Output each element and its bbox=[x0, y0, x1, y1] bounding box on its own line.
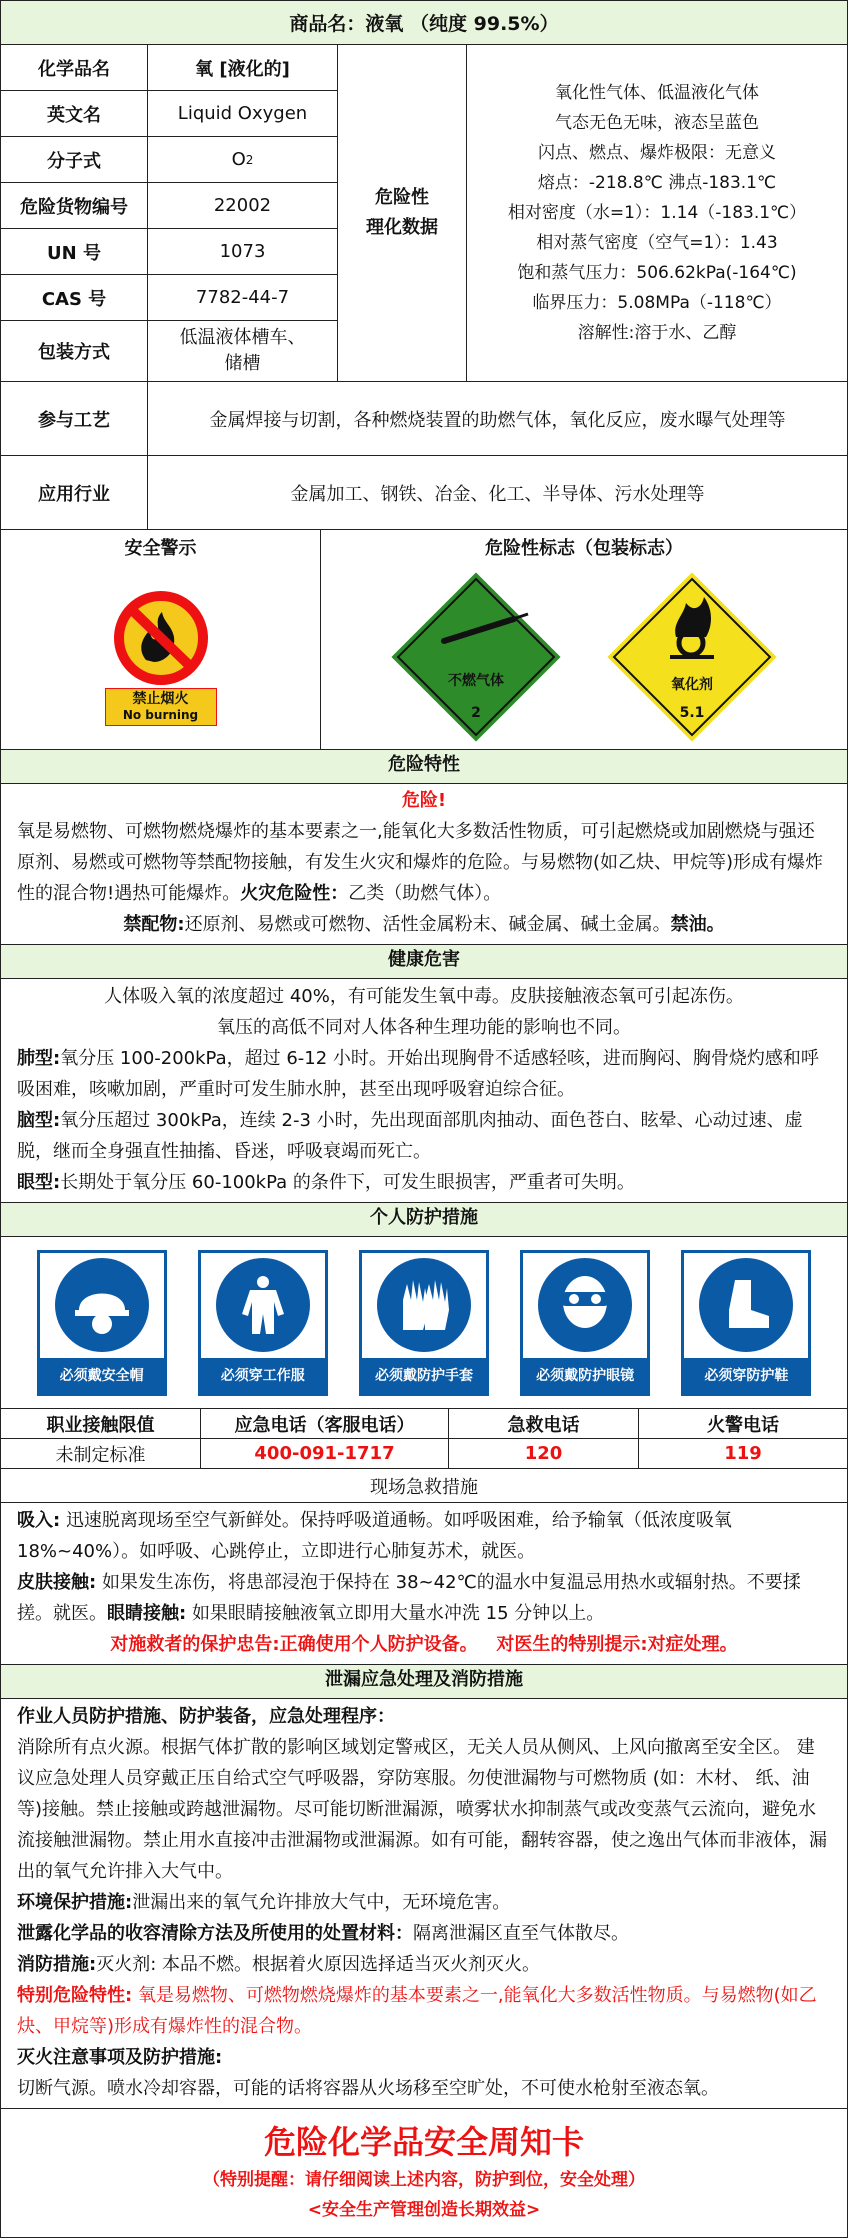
firstaid-advice: 对施救者的保护忠告:正确使用个人防护设备。 对医生的特别提示:对症处理。 bbox=[110, 1634, 738, 1655]
value-un: 1073 bbox=[219, 241, 266, 262]
phys-line: 闪点、燃点、爆炸极限：无意义 bbox=[538, 143, 776, 163]
firstaid-skin: 皮肤接触: 如果发生冻伤，将患部浸泡于保持在 38~42℃的温水中复温忌用热水或辐射热。不要揉搓。就医。眼睛接触: 如果眼睛接触液氧立即用大量水冲洗 15 分钟以上。 bbox=[17, 1572, 801, 1624]
identity-block bbox=[1, 45, 847, 382]
signs-header bbox=[1, 530, 847, 564]
spill-title: 泄漏应急处理及消防措施 bbox=[1, 1665, 847, 1699]
phys-line: 熔点：-218.8℃ 沸点-183.1℃ bbox=[537, 173, 777, 193]
exposure-limit: 未制定标准 bbox=[1, 1439, 201, 1468]
health-title: 健康危害 bbox=[1, 945, 847, 979]
workwear-icon bbox=[228, 1270, 298, 1340]
health-lung: 肺型:氧分压 100-200kPa，超过 6-12 小时。开始出现胸骨不适感轻咳，进而胸闷、胸骨烧灼感和呼吸困难，咳嗽加剧，严重时可发生肺水肿，甚至出现呼吸窘迫综合征。 bbox=[17, 1048, 819, 1100]
process-row bbox=[1, 382, 847, 456]
oxidizer-diamond bbox=[602, 567, 782, 747]
helmet-icon bbox=[67, 1270, 137, 1340]
phys-line: 气态无色无味，液态呈蓝色 bbox=[555, 113, 759, 133]
phys-label: 危险性 理化数据 bbox=[338, 45, 467, 381]
incompat-line: 禁配物:还原剂、易燃或可燃物、活性金属粉末、碱金属、碱土金属。禁油。 bbox=[123, 914, 725, 935]
health-brain: 脑型:氧分压超过 300kPa，连续 2-3 小时，先出现面部肌肉抽动、面色苍白、眩晕、心动过速、虚脱，继而全身强直性抽搐、昏迷，呼吸衰竭而死亡。 bbox=[17, 1110, 803, 1162]
label-chem-name: 化学品名 bbox=[1, 45, 148, 90]
no-fire-icon bbox=[106, 588, 216, 688]
value-cas: 7782-44-7 bbox=[195, 287, 290, 308]
emergency-phone[interactable]: 400-091-1717 bbox=[201, 1439, 449, 1468]
label-cas: CAS 号 bbox=[1, 275, 148, 320]
phys-line: 氧化性气体、低温液化气体 bbox=[555, 83, 759, 103]
firstaid-body bbox=[1, 1503, 847, 1665]
label-un: UN 号 bbox=[1, 229, 148, 274]
product-title: 商品名：液氧 （纯度 99.5%） bbox=[1, 1, 847, 45]
non-flammable-gas-diamond bbox=[386, 567, 566, 747]
industry-row bbox=[1, 456, 847, 530]
hazard-body bbox=[1, 784, 847, 945]
process-label: 参与工艺 bbox=[1, 382, 148, 455]
ppe-row bbox=[1, 1237, 847, 1409]
boots-icon bbox=[711, 1270, 781, 1340]
ppe-title: 个人防护措施 bbox=[1, 1203, 847, 1237]
hazard-para: 氧是易燃物、可燃物燃烧爆炸的基本要素之一,能氧化大多数活性物质，可引起燃烧或加剧燃烧与强还原剂、易燃或可燃物等禁配物接触，有发生火灾和爆炸的危险。与易燃物(如乙炔、甲烷等)形成有爆炸性的混合物!遇热可能爆炸。火灾危险性：乙类（助燃气体）。 bbox=[17, 821, 824, 904]
footer: 危险化学品安全周知卡 （特别提醒：请仔细阅读上述内容，防护到位，安全处理） <安全生产管理创造长期效益> bbox=[1, 2109, 847, 2237]
firstaid-inhale: 吸入: 迅速脱离现场至空气新鲜处。保持呼吸道通畅。如呼吸困难，给予输氧（低浓度吸氧 18%~40%）。如呼吸、心跳停止，立即进行心肺复苏术，就医。 bbox=[17, 1510, 732, 1562]
label-en-name: 英文名 bbox=[1, 91, 148, 136]
spill-env: 环境保护措施:泄漏出来的氧气允许排放大气中，无环境危害。 bbox=[17, 1892, 511, 1913]
svg-text:不燃气体: 不燃气体 bbox=[448, 672, 504, 689]
goggles-icon bbox=[550, 1270, 620, 1340]
value-pack: 低温液体槽车、 储槽 bbox=[179, 327, 306, 374]
phys-line: 相对密度（水=1）：1.14（-183.1℃） bbox=[507, 203, 807, 223]
label-dg-no: 危险货物编号 bbox=[1, 183, 148, 228]
contacts-header: 职业接触限值 应急电话（客服电话） 急救电话 火警电话 bbox=[1, 1409, 847, 1439]
spill-body: 作业人员防护措施、防护装备，应急处理程序： 消除所有点火源。根据气体扩散的影响区域划定警戒区，无关人员从侧风、上风向撤离至安全区。 建议应急处理人员穿戴正压自给式空气呼吸器，穿防寒服。勿使泄漏物与可燃物质 (如：木材、 纸、油等)接触。禁止接触或跨越泄漏物。尽可能切断泄漏源，喷雾状水抑制蒸气或改变蒸气云流向，避免水流接触泄漏物。禁止用水直接冲击泄漏物或泄漏源。如有可能，翻转容器，使之逸出气体而非液体，漏出的氧气允许排入大气中。 环境保护措施:泄漏出来的氧气允许排放大气中，无环境危害。 泄露化学品的收容清除方法及所使用的处置材料：隔离泄漏区直至气体散尽。 消防措施:灭火剂: 本品不燃。根据着火原因选择适当灭火剂灭火。 特别危险特性: 氧是易燃物、可燃物燃烧爆炸的基本要素之一,能氧化大多数活性物质。与易燃物(如乙炔、甲烷等)形成有爆炸性的混合物。 灭火注意事项及防护措施: 切断气源。喷水冷却容器，可能的话将容器从火场移至空旷处，不可使水枪射至液态氧。 bbox=[1, 1699, 847, 2109]
ppe-goggles: 必须戴防护眼镜 bbox=[520, 1250, 650, 1396]
health-body: 人体吸入氧的浓度超过 40%，有可能发生氧中毒。皮肤接触液态氧可引起冻伤。 氧压的高低不同对人体各种生理功能的影响也不同。 肺型:氧分压 100-200kPa，超过 6-12 小时。开始出现胸骨不适感轻咳，进而胸闷、胸骨烧灼感和呼吸困难，咳嗽加剧，严重时可发生肺水肿，甚至出现呼吸窘迫综合征。 脑型:氧分压超过 300kPa，连续 2-3 小时，先出现面部肌肉抽动、面色苍白、眩晕、心动过速、虚脱，继而全身强直性抽搐、昏迷，呼吸衰竭而死亡。 眼型:长期处于氧分压 60-100kPa 的条件下，可发生眼损害，严重者可失明。 bbox=[1, 979, 847, 1203]
hazard-sign-title: 危险性标志（包装标志） bbox=[321, 530, 847, 564]
phys-line: 相对蒸气密度（空气=1）：1.43 bbox=[536, 233, 778, 253]
label-formula: 分子式 bbox=[1, 137, 148, 182]
industry-value: 金属加工、钢铁、冶金、化工、半导体、污水处理等 bbox=[290, 483, 705, 505]
svg-text:5.1: 5.1 bbox=[679, 704, 705, 721]
health-eye: 眼型:长期处于氧分压 60-100kPa 的条件下，可发生眼损害，严重者可失明。 bbox=[17, 1172, 635, 1193]
value-chem-name: 氧 [液化的] bbox=[195, 58, 290, 80]
svg-text:氧化剂: 氧化剂 bbox=[671, 676, 713, 693]
value-dg-no: 22002 bbox=[213, 195, 272, 216]
ppe-gloves: 必须戴防护手套 bbox=[359, 1250, 489, 1396]
card-title: 危险化学品安全周知卡 bbox=[263, 2123, 584, 2161]
spill-fire: 消防措施:灭火剂: 本品不燃。根据着火原因选择适当灭火剂灭火。 bbox=[17, 1954, 540, 1975]
signs-row bbox=[1, 564, 847, 750]
process-value: 金属焊接与切割，各种燃烧装置的助燃气体，氧化反应，废水曝气处理等 bbox=[209, 409, 786, 431]
contacts-values bbox=[1, 1439, 847, 1469]
identity-left bbox=[1, 45, 338, 381]
fire-phone[interactable]: 119 bbox=[724, 1443, 762, 1464]
warning-title: 安全警示 bbox=[1, 530, 321, 564]
ppe-workwear: 必须穿工作服 bbox=[198, 1250, 328, 1396]
industry-label: 应用行业 bbox=[1, 456, 148, 529]
value-en-name: Liquid Oxygen bbox=[177, 103, 308, 124]
phys-line: 饱和蒸气压力：506.62kPa(-164℃) bbox=[517, 263, 797, 283]
firstaid-title: 现场急救措施 bbox=[1, 1469, 847, 1503]
phys-line: 溶解性:溶于水、乙醇 bbox=[577, 323, 737, 343]
spill-special: 特别危险特性: 氧是易燃物、可燃物燃烧爆炸的基本要素之一,能氧化大多数活性物质。与易燃物(如乙炔、甲烷等)形成有爆炸性的混合物。 bbox=[17, 1985, 817, 2037]
ppe-helmet: 必须戴安全帽 bbox=[37, 1250, 167, 1396]
svg-text:2: 2 bbox=[471, 704, 481, 721]
phys-line: 临界压力：5.08MPa（-118℃） bbox=[532, 293, 782, 313]
spill-collect: 泄露化学品的收容清除方法及所使用的处置材料：隔离泄漏区直至气体散尽。 bbox=[17, 1923, 629, 1944]
phys-data bbox=[467, 45, 847, 381]
hazard-diamonds bbox=[321, 564, 847, 749]
first-aid-phone[interactable]: 120 bbox=[449, 1439, 639, 1468]
value-formula: O 2 bbox=[231, 149, 254, 170]
hazard-title: 危险特性 bbox=[1, 750, 847, 784]
label-pack: 包装方式 bbox=[1, 321, 148, 381]
no-burning-sign: 禁止烟火 No burning bbox=[1, 564, 321, 749]
ppe-shoes: 必须穿防护鞋 bbox=[681, 1250, 811, 1396]
danger-word: 危险! bbox=[401, 790, 447, 811]
gloves-icon bbox=[389, 1270, 459, 1340]
